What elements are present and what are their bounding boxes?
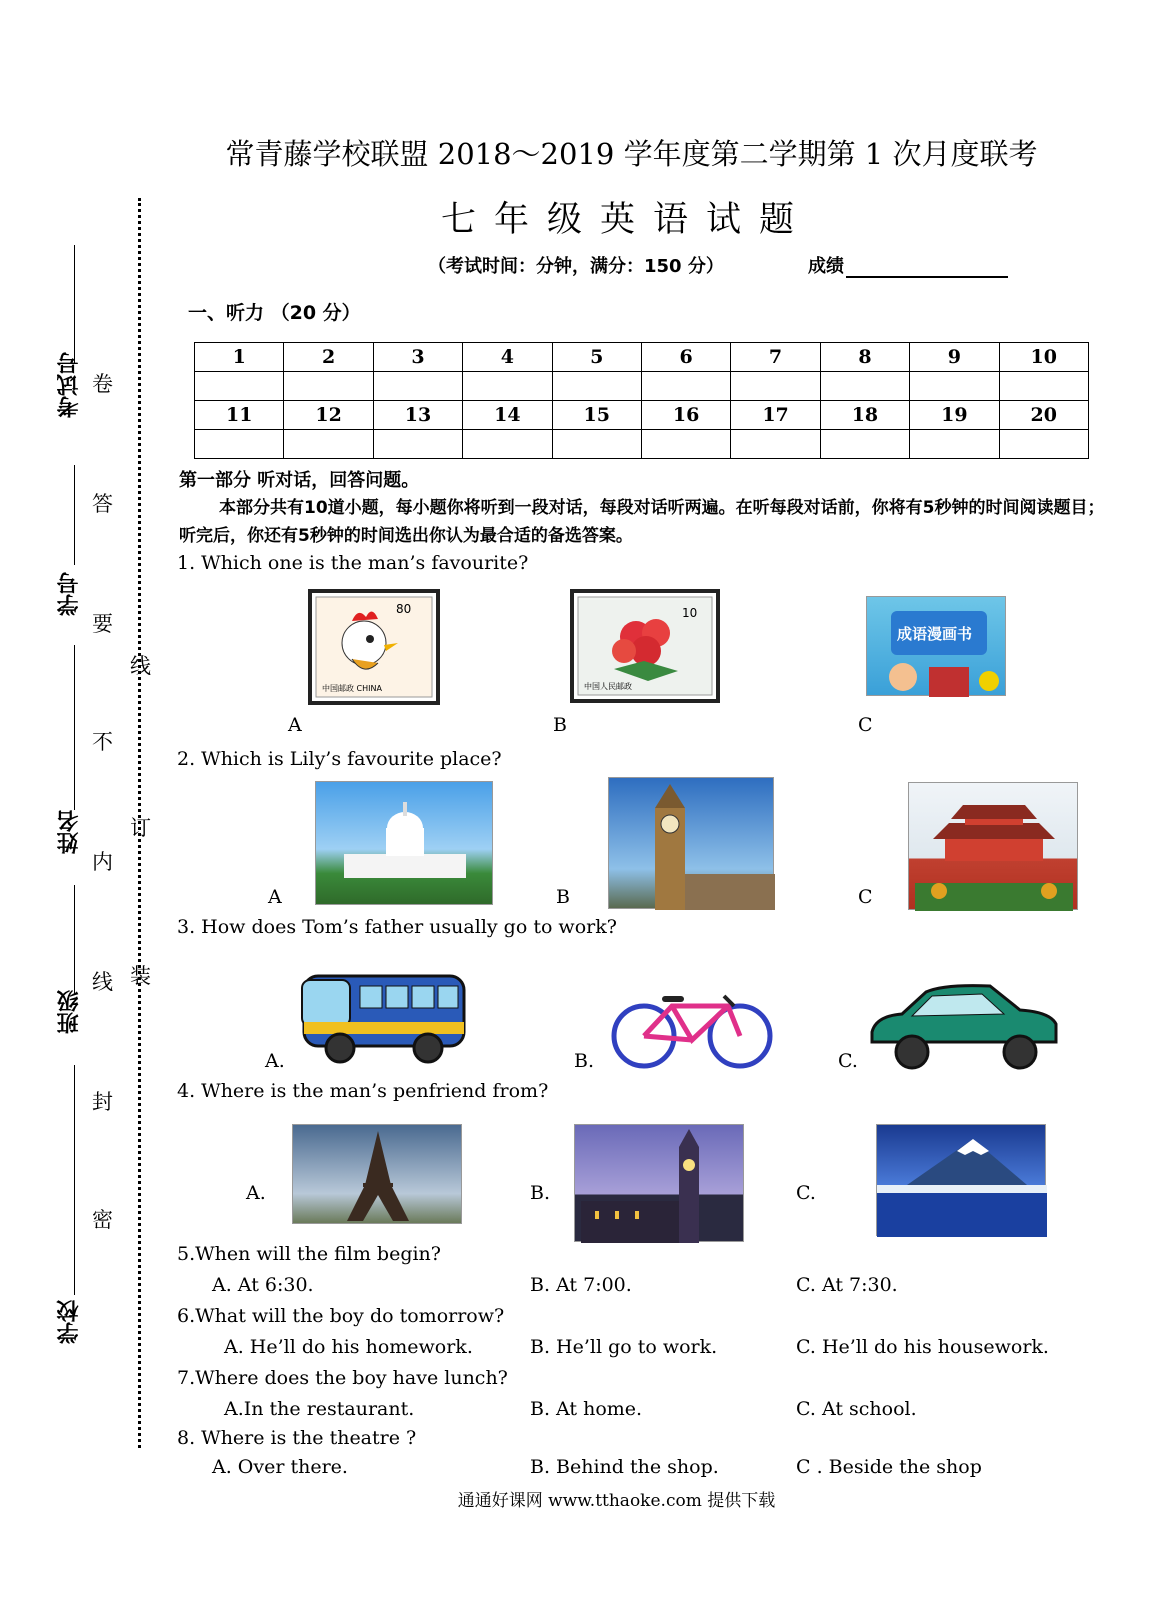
option-6-b[interactable]: B. He’ll go to work. (530, 1336, 718, 1358)
option-4-c[interactable]: C. (796, 1182, 816, 1204)
school-line (74, 1065, 75, 1295)
option-8-b[interactable]: B. Behind the shop. (530, 1456, 719, 1478)
question-2: 2. Which is Lily’s favourite place? (177, 748, 502, 770)
answer-cell[interactable] (284, 372, 373, 401)
option-4-a[interactable]: A. (246, 1182, 266, 1204)
answer-cell[interactable] (195, 372, 284, 401)
exam-info: （考试时间：分钟，满分：150 分） (428, 256, 724, 277)
grid-number: 4 (463, 343, 552, 372)
answer-cell[interactable] (910, 430, 999, 459)
seal-char: 答 (92, 492, 113, 516)
seal-char: 密 (92, 1208, 113, 1232)
exam-subtitle: 七年级英语试题 (440, 200, 812, 240)
answer-cell[interactable] (195, 430, 284, 459)
answer-grid (194, 342, 1089, 459)
option-3-a[interactable]: A. (265, 1050, 285, 1072)
option-5-c[interactable]: C. At 7:30. (796, 1274, 898, 1296)
student-number-line (74, 465, 75, 565)
stamp-b-text: 中国人民邮政 (584, 682, 632, 691)
question-3: 3. How does Tom’s father usually go to work? (177, 916, 617, 938)
option-7-b[interactable]: B. At home. (530, 1398, 643, 1420)
car-image[interactable] (866, 978, 1062, 1074)
score-field[interactable] (808, 252, 1008, 278)
seal-char: 要 (92, 612, 113, 636)
answer-cell[interactable] (641, 372, 730, 401)
answer-cell[interactable] (373, 372, 462, 401)
seal-char: 装 (130, 964, 151, 988)
big-ben-image[interactable] (608, 777, 774, 909)
grid-number: 11 (195, 401, 284, 430)
grid-number: 5 (552, 343, 641, 372)
eiffel-tower-image[interactable] (292, 1124, 462, 1224)
footer-text: 通通好课网 www.tthaoke.com 提供下载 (457, 1491, 776, 1511)
student-number-label: 学号 (57, 572, 82, 616)
seal-char: 线 (130, 654, 151, 678)
school-label: 学校 (57, 1300, 82, 1344)
question-7: 7.Where does the boy have lunch? (177, 1367, 508, 1389)
question-1: 1. Which one is the man’s favourite? (177, 552, 529, 574)
answer-cell[interactable] (910, 372, 999, 401)
answer-cell[interactable] (463, 372, 552, 401)
exam-title: 常青藤学校联盟 2018～2019 学年度第二学期第 1 次月度联考 (225, 137, 1038, 171)
question-5: 5.When will the film begin? (177, 1243, 441, 1265)
stamp-b-value: 10 (682, 606, 698, 620)
option-1-b[interactable]: B (553, 714, 567, 736)
answer-cell[interactable] (284, 430, 373, 459)
answer-cell[interactable] (731, 372, 820, 401)
grid-number: 1 (195, 343, 284, 372)
option-7-a[interactable]: A.In the restaurant. (224, 1398, 415, 1420)
class-label: 班级 (57, 990, 82, 1034)
bus-image[interactable] (298, 966, 470, 1066)
grid-number: 12 (284, 401, 373, 430)
grid-number: 19 (910, 401, 999, 430)
answer-cell[interactable] (820, 372, 909, 401)
score-label: 成绩 (808, 256, 844, 277)
grid-number: 17 (731, 401, 820, 430)
exam-number-line (74, 245, 75, 363)
score-blank[interactable] (846, 258, 1008, 278)
option-1-c[interactable]: C (858, 714, 873, 736)
seal-char: 卷 (92, 372, 113, 396)
grid-number: 20 (999, 401, 1088, 430)
exam-number-label: 考试号 (57, 352, 82, 418)
grid-number: 13 (373, 401, 462, 430)
seal-char: 封 (92, 1090, 113, 1114)
grid-number: 18 (820, 401, 909, 430)
seal-char: 订 (130, 816, 151, 840)
grid-number: 9 (910, 343, 999, 372)
answer-cell[interactable] (463, 430, 552, 459)
option-5-b[interactable]: B. At 7:00. (530, 1274, 632, 1296)
question-6: 6.What will the boy do tomorrow? (177, 1305, 505, 1327)
grid-number: 10 (999, 343, 1088, 372)
option-2-b[interactable]: B (556, 886, 570, 908)
question-4: 4. Where is the man’s penfriend from? (177, 1080, 549, 1102)
answer-cell[interactable] (552, 430, 641, 459)
stamp-a-text: 中国邮政 CHINA (322, 684, 382, 693)
option-3-c[interactable]: C. (838, 1050, 858, 1072)
option-5-a[interactable]: A. At 6:30. (212, 1274, 314, 1296)
grid-number: 7 (731, 343, 820, 372)
name-line (74, 645, 75, 810)
option-2-c[interactable]: C (858, 886, 873, 908)
answer-cell[interactable] (641, 430, 730, 459)
stamp-rooster-image[interactable] (308, 589, 440, 705)
book-title: 成语漫画书 (897, 625, 973, 643)
part-heading: 第一部分 听对话，回答问题。 (179, 470, 420, 491)
question-8: 8. Where is the theatre ? (177, 1427, 417, 1449)
section-title: 一、听力 （20 分） (188, 302, 361, 324)
idiom-comic-book-image[interactable] (866, 596, 1006, 696)
london-night-image[interactable] (574, 1124, 744, 1242)
stamp-a-value: 80 (396, 602, 412, 616)
option-6-c[interactable]: C. He’ll do his housework. (796, 1336, 1049, 1358)
option-1-a[interactable]: A (288, 714, 302, 736)
answer-cell[interactable] (552, 372, 641, 401)
answer-cell[interactable] (999, 372, 1088, 401)
mount-fuji-image[interactable] (876, 1124, 1046, 1236)
stamp-flower-image[interactable] (570, 589, 720, 703)
option-8-a[interactable]: A. Over there. (212, 1456, 348, 1478)
grid-number: 3 (373, 343, 462, 372)
class-line (74, 885, 75, 995)
seal-char: 线 (92, 970, 113, 994)
bicycle-image[interactable] (608, 988, 778, 1070)
option-6-a[interactable]: A. He’ll do his homework. (224, 1336, 473, 1358)
part-description: 本部分共有10道小题，每小题你将听到一段对话，每段对话听两遍。在听每段对话前，你将有5秒钟的时间阅读题目；听完后，你还有5秒钟的时间选出你认为最合适的备选答案。 (179, 498, 1105, 546)
option-3-b[interactable]: B. (574, 1050, 595, 1072)
grid-number: 8 (820, 343, 909, 372)
grid-number: 14 (463, 401, 552, 430)
name-label: 姓名 (57, 810, 82, 854)
option-2-a[interactable]: A (268, 886, 282, 908)
answer-cell[interactable] (999, 430, 1088, 459)
grid-number: 2 (284, 343, 373, 372)
answer-cell[interactable] (373, 430, 462, 459)
tiananmen-image[interactable] (908, 782, 1078, 910)
seal-char: 不 (92, 730, 113, 754)
answer-cell[interactable] (731, 430, 820, 459)
seal-char: 内 (92, 850, 113, 874)
grid-number: 15 (552, 401, 641, 430)
option-8-c[interactable]: C . Beside the shop (796, 1456, 982, 1478)
option-7-c[interactable]: C. At school. (796, 1398, 917, 1420)
answer-cell[interactable] (820, 430, 909, 459)
grid-number: 16 (641, 401, 730, 430)
option-4-b[interactable]: B. (530, 1182, 551, 1204)
grid-number: 6 (641, 343, 730, 372)
capitol-building-image[interactable] (315, 781, 493, 905)
